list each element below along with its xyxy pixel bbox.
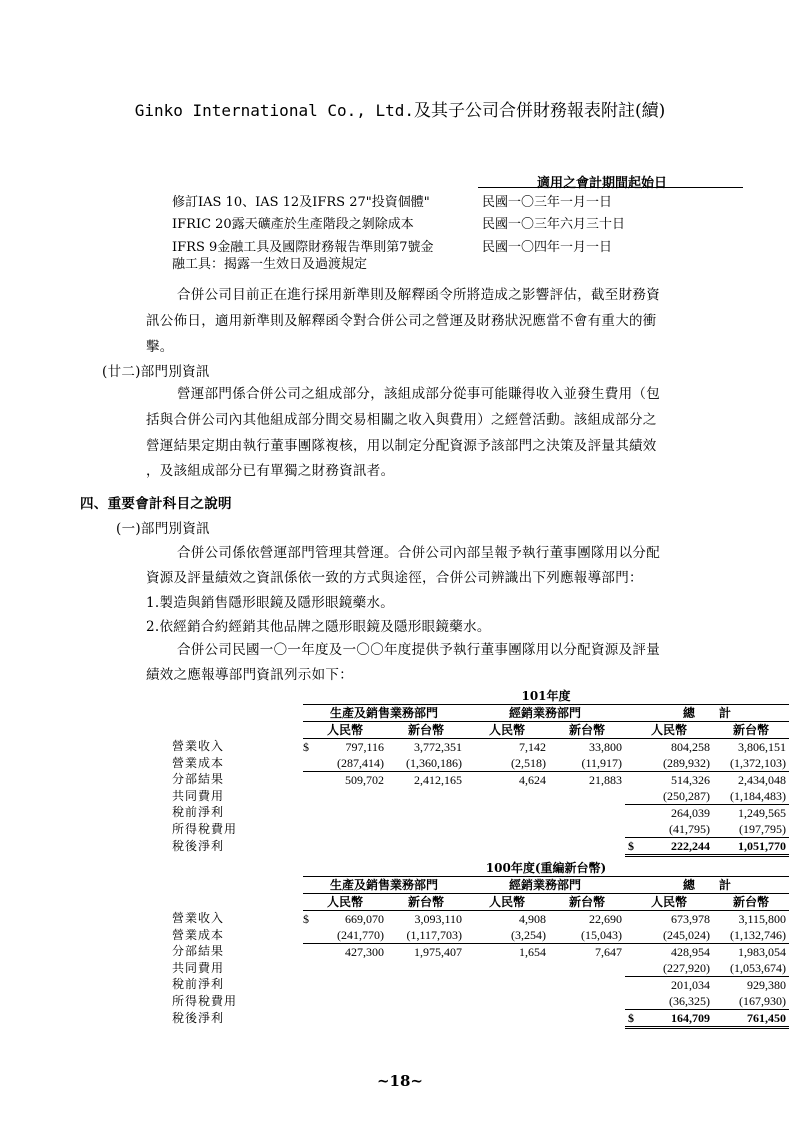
row-label: 共同費用 [172,788,225,803]
standard-date: 民國一〇四年一月一日 [482,240,613,255]
paragraph-line: 營運部門係合併公司之組成部分，該組成部分從事可能賺得收入並發生費用（包 [177,386,660,402]
segment-header: 經銷業務部門 [465,704,625,721]
cell-value: (1,053,674) [713,960,789,977]
list-item: 2.依經銷合約經銷其他品牌之隱形眼鏡及隱形眼鏡藥水。 [146,619,491,635]
currency-header: 人民幣 [625,721,713,738]
cell-value: 4,624 [519,772,546,787]
paragraph-line: 合併公司民國一〇一年度及一〇〇年度提供予執行董事團隊用以分配資源及評量 [177,642,660,658]
table-row [169,1009,789,1027]
currency-symbol: $ [303,911,309,926]
currency-symbol: $ [628,838,634,853]
segment-header: 總 計 [625,876,789,893]
cell-value: 514,326 [671,772,710,787]
cell-value: (1,372,103) [713,755,789,772]
company-name: Ginko International Co., Ltd. [134,101,415,120]
cell-value: 673,978 [671,911,710,926]
cell-value: 21,883 [589,772,622,787]
row-label: 共同費用 [172,960,225,975]
row-label: 營業收入 [172,911,225,926]
cell-value: 1,249,565 [738,805,786,820]
cell-value: (227,920) [625,960,713,977]
cell-value: 7,647 [595,944,622,959]
cell-value: 797,116 [345,739,384,754]
cell-value: 3,115,800 [738,911,786,926]
list-item: 1.製造與銷售隱形眼鏡及隱形眼鏡藥水。 [146,595,395,611]
table-row [169,837,789,855]
cell-value: 929,380 [747,977,786,992]
cell-value: (197,795) [713,821,789,838]
table-row [169,788,789,805]
row-label: 營業成本 [172,755,225,770]
cell-value: $ 164,709 [625,1009,713,1027]
standard-date: 民國一〇三年六月三十日 [482,217,626,232]
currency-header: 人民幣 [303,721,387,738]
paragraph-line: 營運結果定期由執行董事團隊複核，用以制定分配資源予該部門之決策及評量其績效 [146,438,657,454]
segment-header: 經銷業務部門 [465,876,625,893]
paragraph-line: 合併公司係依營運部門管理其營運。合併公司內部呈報予執行董事團隊用以分配 [177,545,660,561]
cell-value: 427,300 [345,944,384,959]
cell-value: (1,132,746) [713,927,789,944]
cell-value: 1,654 [519,944,546,959]
page-number: ~18~ [376,1072,423,1090]
cell-value: 7,142 [519,739,546,754]
cell-value: (167,930) [713,993,789,1010]
row-label: 稅後淨利 [172,839,225,853]
table-row [169,976,789,993]
table-row [169,821,789,838]
table-row [169,960,789,977]
table-row [169,927,789,944]
cell-value: (1,360,186) [387,755,465,772]
section-heading: 四、重要會計科目之說明 [80,496,232,512]
currency-header: 新台幣 [549,721,625,738]
standards-header-rule [478,187,743,188]
row-label: 稅前淨利 [172,977,225,992]
cell-value: 3,806,151 [738,739,786,754]
row-label: 營業收入 [172,739,225,754]
segment-table-100 [169,860,789,1029]
row-label: 稅前淨利 [172,805,225,820]
row-label: 所得稅費用 [172,993,238,1008]
cell-value: 804,258 [671,739,710,754]
paragraph-line: 擊。 [146,339,174,355]
segment-header: 生產及銷售業務部門 [303,876,465,893]
cell-value: 4,908 [519,911,546,926]
cell-value: 264,039 [671,805,710,820]
table-row [169,943,789,960]
page-title [0,96,800,121]
cell-value: (1,117,703) [387,927,465,944]
paragraph-line: 資源及評量績效之資訊係依一致的方式與途徑，合併公司辨識出下列應報導部門： [146,570,643,586]
segment-header: 生產及銷售業務部門 [303,704,465,721]
cell-value: (1,184,483) [713,788,789,805]
standards-col-header: 適用之會計期間起始日 [537,176,668,191]
table-row [169,755,789,772]
cell-value: (15,043) [549,927,625,944]
cell-value: 761,450 [713,1009,789,1027]
row-label: 分部結果 [172,944,225,959]
currency-header: 人民幣 [303,893,387,910]
cell-value: 669,070 [345,911,384,926]
cell-value: (2,518) [465,755,549,772]
standard-name: IFRIC 20露天礦產於生產階段之剝除成本 [172,217,414,232]
cell-value: 1,051,770 [713,837,789,855]
title-suffix: 及其子公司合併財務報表附註(續) [414,101,666,121]
cell-value: (36,325) [625,993,713,1010]
cell-value: 509,702 [345,772,384,787]
table-period: 100年度(重編新台幣) [303,860,789,876]
currency-header: 新台幣 [713,893,789,910]
currency-symbol: $ [628,1010,634,1025]
cell-value: (3,254) [465,927,549,944]
table-period: 101年度 [303,688,789,704]
currency-header: 人民幣 [465,893,549,910]
cell-value: (287,414) [313,755,387,772]
currency-header: 新台幣 [387,893,465,910]
currency-header: 人民幣 [465,721,549,738]
standard-date: 民國一〇三年一月一日 [482,195,613,210]
cell-value: 3,093,110 [414,911,462,926]
standard-name-cont: 融工具：揭露一生效日及過渡規定 [172,257,368,272]
table-row [169,804,789,821]
cell-value: 201,034 [671,977,710,992]
currency-header: 新台幣 [387,721,465,738]
segment-table-101 [169,688,789,857]
cell-value: 428,954 [671,944,710,959]
standard-name: 修訂IAS 10、IAS 12及IFRS 27"投資個體" [172,195,430,210]
paragraph-line: ，及該組成部分已有單獨之財務資訊者。 [146,463,395,479]
cell-value: (250,287) [625,788,713,805]
currency-header: 人民幣 [625,893,713,910]
cell-value: (289,932) [625,755,713,772]
table-row [169,910,789,927]
cell-value: 22,690 [589,911,622,926]
cell-value: 3,772,351 [414,739,462,754]
cell-value: 33,800 [589,739,622,754]
cell-value: 1,975,407 [414,944,462,959]
paragraph-line: 括與合併公司內其他組成部分間交易相關之收入與費用）之經營活動。該組成部分之 [146,412,657,428]
cell-value: 2,412,165 [414,772,462,787]
cell-value: (245,024) [625,927,713,944]
table-row [169,993,789,1010]
cell-value: 1,983,054 [738,944,786,959]
cell-value: 2,434,048 [738,772,786,787]
paragraph-line: 訊公佈日，適用新準則及解釋函令對合併公司之營運及財務狀況應當不會有重大的衝 [146,313,657,329]
currency-header: 新台幣 [549,893,625,910]
currency-symbol: $ [303,739,309,754]
section-heading: (廿二)部門別資訊 [102,364,210,380]
row-label: 營業成本 [172,927,225,942]
table-row [169,771,789,788]
paragraph-line: 績效之應報導部門資訊列示如下： [146,667,353,683]
currency-header: 新台幣 [713,721,789,738]
paragraph-line: 合併公司目前正在進行採用新準則及解釋函令所將造成之影響評估，截至財務資 [177,287,660,303]
row-label: 所得稅費用 [172,821,238,836]
row-label: 稅後淨利 [172,1011,225,1025]
standard-name: IFRS 9金融工具及國際財務報告準則第7號金 [172,240,434,255]
subsection-heading: (一)部門別資訊 [116,521,210,537]
cell-value: $ 222,244 [625,837,713,855]
row-label: 分部結果 [172,772,225,787]
cell-value: (11,917) [549,755,625,772]
cell-value: (41,795) [625,821,713,838]
cell-value: (241,770) [313,927,387,944]
segment-header: 總 計 [625,704,789,721]
table-row [169,738,789,755]
